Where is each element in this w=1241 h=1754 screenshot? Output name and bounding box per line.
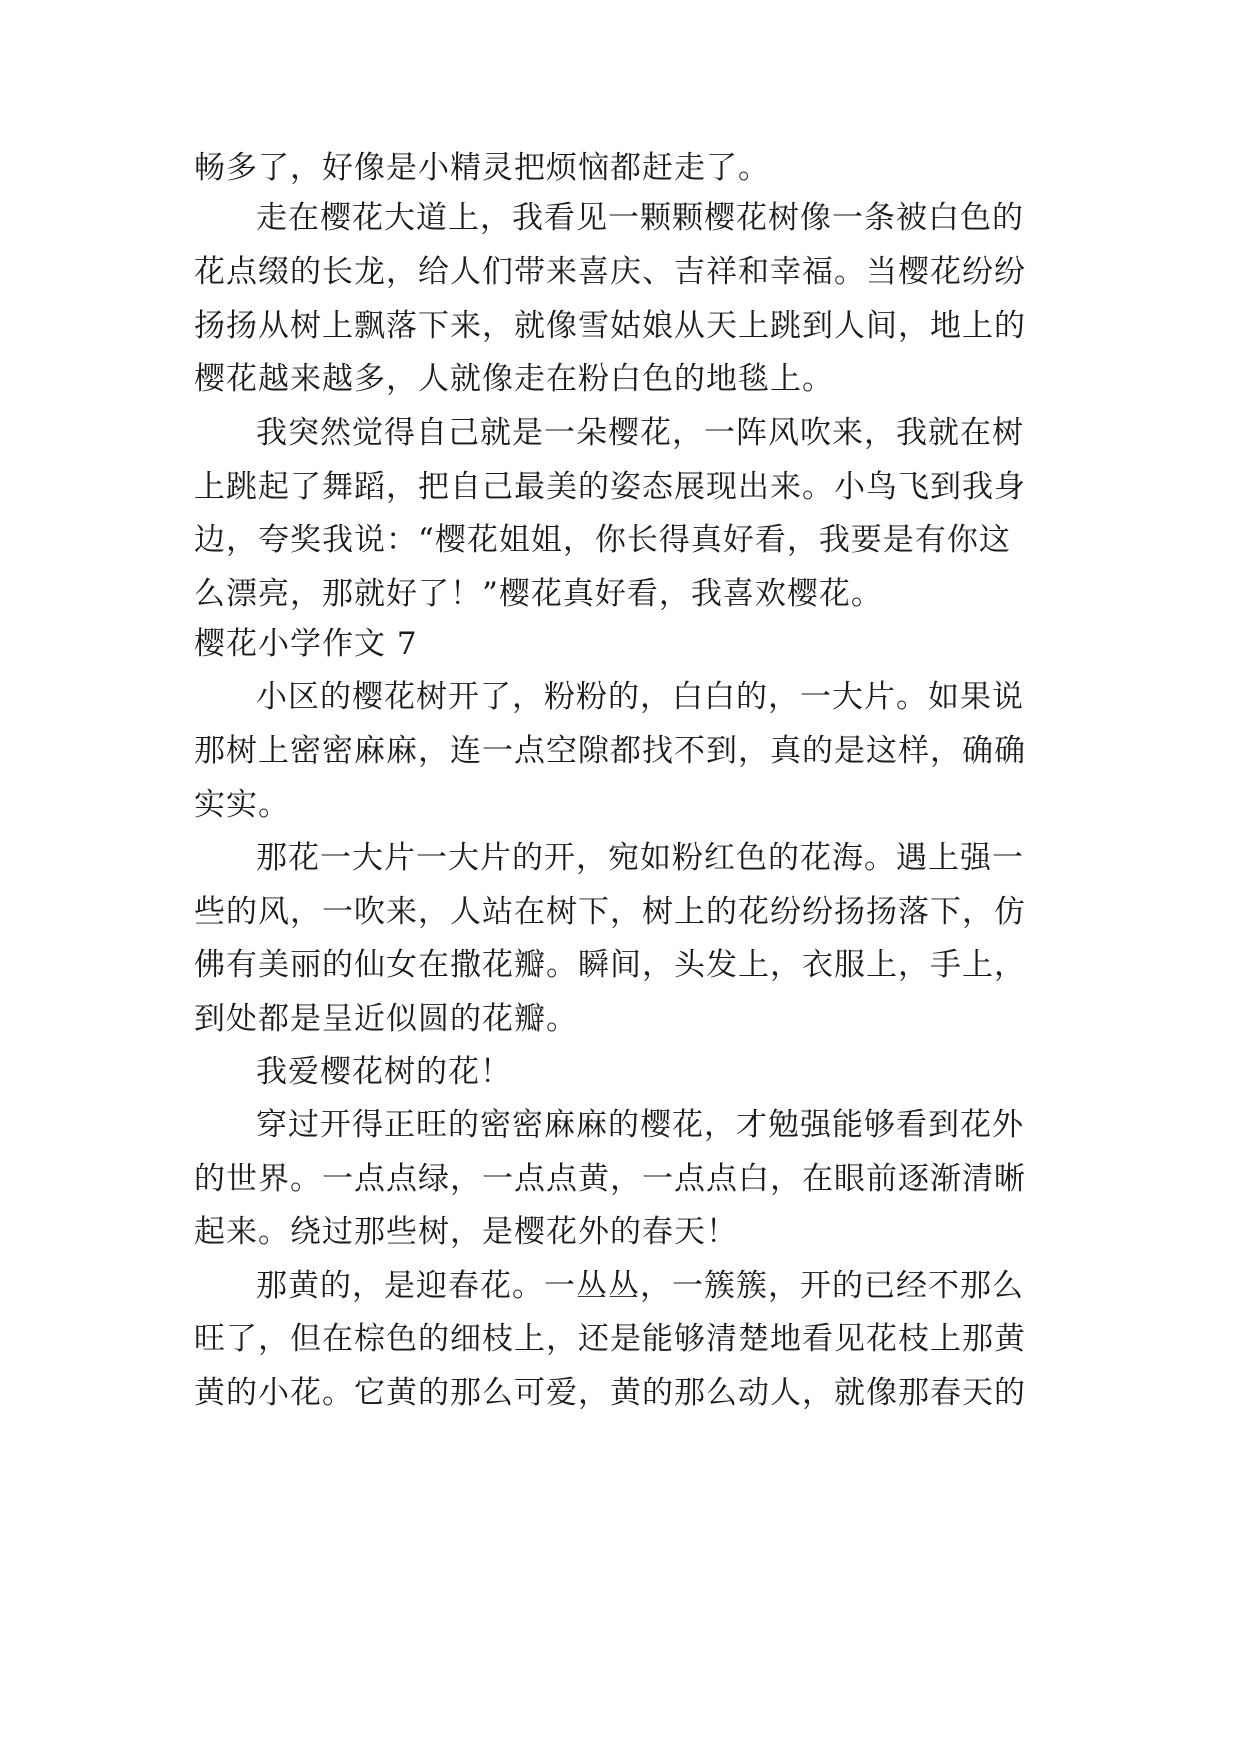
text-line: 佛有美丽的仙女在撒花瓣。瞬间，头发上，衣服上，手上，: [194, 947, 1026, 983]
text-line: 上跳起了舞蹈，把自己最美的姿态展现出来。小鸟飞到我身: [194, 469, 1026, 505]
paragraph-start: 我爱樱花树的花！: [256, 1054, 512, 1090]
text-line: 到处都是呈近似圆的花瓣。: [194, 1001, 578, 1037]
text-line: 么漂亮，那就好了！”樱花真好看，我喜欢樱花。: [194, 576, 883, 612]
section-heading: 樱花小学作文 7: [194, 626, 418, 662]
text-line: 畅多了，好像是小精灵把烦恼都赶走了。: [194, 150, 770, 186]
text-line: 花点缀的长龙，给人们带来喜庆、吉祥和幸福。当樱花纷纷: [194, 254, 1026, 290]
paragraph-start: 那黄的，是迎春花。一丛丛，一簇簇，开的已经不那么: [256, 1268, 1024, 1304]
text-line: 旺了，但在棕色的细枝上，还是能够清楚地看见花枝上那黄: [194, 1321, 1026, 1357]
text-line: 边，夸奖我说：“樱花姐姐，你长得真好看，我要是有你这: [194, 522, 1011, 558]
text-line: 扬扬从树上飘落下来，就像雪姑娘从天上跳到人间，地上的: [194, 308, 1026, 344]
text-line: 起来。绕过那些树，是樱花外的春天！: [194, 1214, 738, 1250]
text-line: 些的风，一吹来，人站在树下，树上的花纷纷扬扬落下，仿: [194, 894, 1026, 930]
paragraph-start: 那花一大片一大片的开，宛如粉红色的花海。遇上强一: [256, 840, 1024, 876]
text-line: 的世界。一点点绿，一点点黄，一点点白，在眼前逐渐清晰: [194, 1161, 1026, 1197]
paragraph-start: 穿过开得正旺的密密麻麻的樱花，才勉强能够看到花外: [256, 1107, 1024, 1143]
paragraph-start: 走在樱花大道上，我看见一颗颗樱花树像一条被白色的: [256, 200, 1024, 236]
text-line: 实实。: [194, 787, 290, 823]
text-line: 黄的小花。它黄的那么可爱，黄的那么动人，就像那春天的: [194, 1375, 1026, 1411]
text-line: 樱花越来越多，人就像走在粉白色的地毯上。: [194, 361, 834, 397]
paragraph-start: 我突然觉得自己就是一朵樱花，一阵风吹来，我就在树: [256, 415, 1024, 451]
paragraph-start: 小区的樱花树开了，粉粉的，白白的，一大片。如果说: [256, 679, 1024, 715]
text-line: 那树上密密麻麻，连一点空隙都找不到，真的是这样，确确: [194, 733, 1026, 769]
